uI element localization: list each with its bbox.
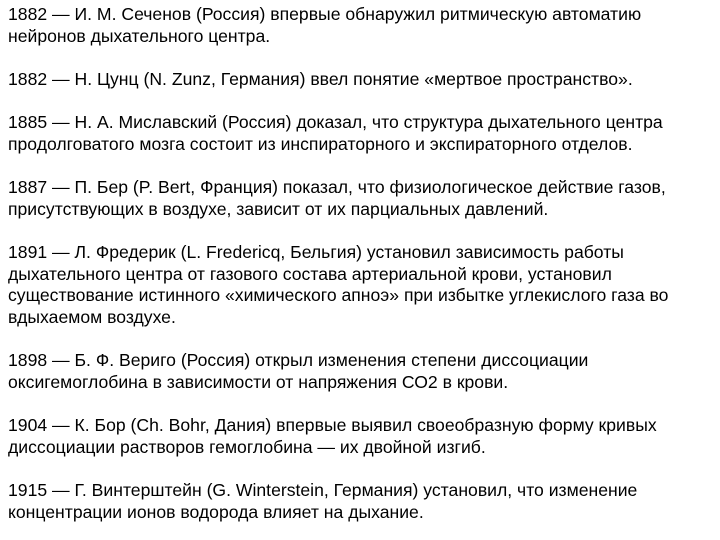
entry-line: вдыхаемом воздухе.: [8, 306, 176, 327]
entry-1885-mislavsky: [8, 112, 708, 155]
entry-1915-winterstein: [8, 480, 708, 523]
entry-line: существование истинного «химического апноэ» при избытке углекислого газа во: [8, 285, 669, 305]
entry-1891-fredericq: [8, 242, 708, 328]
entry-line: 1904 — К. Бор (Ch. Bohr, Дания) впервые выявил своеобразную форму кривых: [8, 415, 657, 435]
entry-line: диссоциации растворов гемоглобина — их двойной изгиб.: [8, 436, 486, 457]
entry-line: 1882 — И. М. Сеченов (Россия) впервые обнаружил ритмическую автоматию: [8, 4, 642, 24]
entry-line: оксигемоглобина в зависимости от напряжения СО2 в крови.: [8, 371, 509, 392]
entry-line: 1885 — Н. А. Миславский (Россия) доказал, что структура дыхательного центра: [8, 112, 663, 132]
entry-1904-bohr: [8, 415, 708, 458]
entry-1898-verigo: [8, 350, 708, 393]
entry-line: 1891 — Л. Фредерик (L. Fredericq, Бельгия) установил зависимость работы: [8, 242, 624, 262]
entry-line: 1887 — П. Бер (P. Bert, Франция) показал, что физиологическое действие газов,: [8, 177, 666, 197]
entry-line: дыхательного центра от газового состава артериальной крови, установил: [8, 263, 612, 284]
entry-line: нейронов дыхательного центра.: [8, 25, 271, 46]
entry-line: 1915 — Г. Винтерштейн (G. Winterstein, Германия) установил, что изменение: [8, 480, 638, 500]
entry-1882-zuntz: [8, 69, 708, 91]
entry-line: 1882 — Н. Цунц (N. Zunz, Германия) ввел понятие «мертвое пространство».: [8, 69, 633, 89]
entry-1887-bert: [8, 177, 708, 220]
entry-1882-sechenov: [8, 4, 708, 47]
entry-line: продолговатого мозга состоит из инспираторного и экспираторного отделов.: [8, 133, 633, 154]
entry-line: 1898 — Б. Ф. Вериго (Россия) открыл изменения степени диссоциации: [8, 350, 589, 370]
entry-line: концентрации ионов водорода влияет на дыхание.: [8, 501, 424, 522]
entry-line: присутствующих в воздухе, зависит от их парциальных давлений.: [8, 198, 549, 219]
